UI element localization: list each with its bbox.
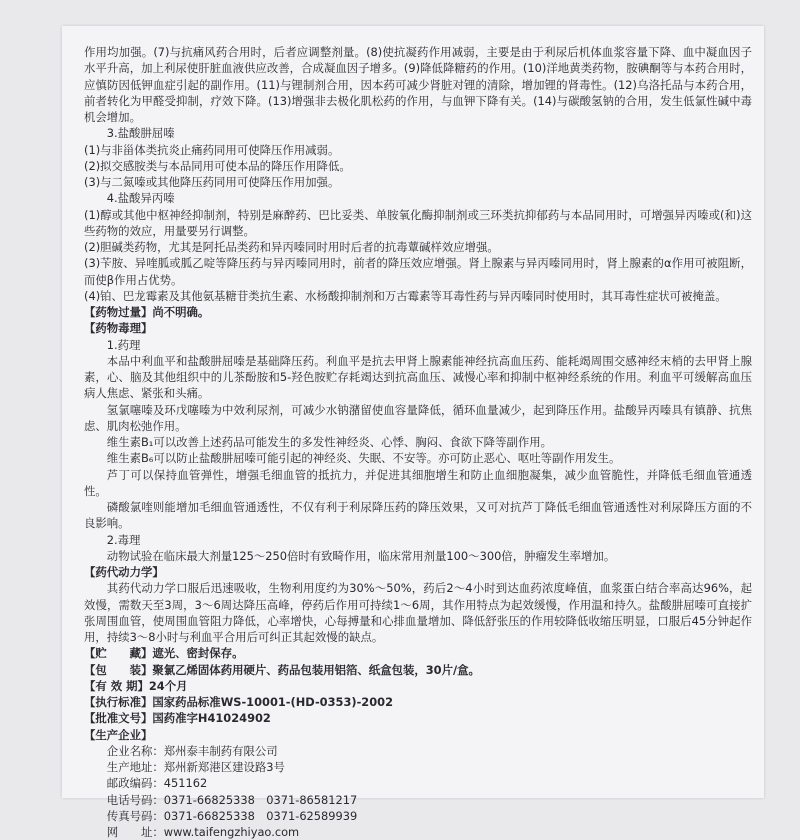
text-paragraph: 作用均加强。(7)与抗痛风药合用时，后者应调整剂量。(8)使抗凝药作用减弱，主要是由于利尿后机体血浆容量下降、血中凝血因子水平升高，加上利尿使肝脏血液供应改善，合成凝血因子增多。(9)降低降糖药的作用。(10)洋地黄类药物，胺碘酮等与本药合用时，应慎防因低钾血症引起的副作用。(11)与锂制剂合用，因本药可减少肾脏对锂的清除，增加锂的肾毒性。(12)乌洛托品与本药合用，前者转化为甲醛受抑制，疗效下降。(13)增强非去极化肌松药的作用，与血钾下降有关。(14)与碳酸氢钠的合用，发生低氯性碱中毒机会增加。 <box>84 45 752 124</box>
text-paragraph: (3)与二氮嗪或其他降压药同用可使降压作用加强。 <box>84 175 340 189</box>
text-paragraph: 磷酸氯喹则能增加毛细血管通透性，不仅有利于利尿降压药的降压效果，又可对抗芦丁降低毛细血管通透性对利尿降压方面的不良影响。 <box>84 500 752 531</box>
section-heading: 【有 效 期】24个月 <box>84 678 188 693</box>
text-paragraph: (2)拟交感胺类与本品同用可使本品的降压作用降低。 <box>84 158 351 173</box>
text-paragraph: 传真号码：0371-66825338 0371-62589939 <box>106 808 358 823</box>
section-heading: 【执行标准】国家药品标准WS-10001-(HD-0353)-2002 <box>84 695 394 709</box>
text-paragraph: 动物试验在临床最大剂量125～250倍时有致畸作用，临床常用剂量100～300倍，肿瘤发生率增加。 <box>106 548 616 563</box>
text-paragraph: 3.盐酸肼屈嗪 <box>106 126 175 141</box>
text-paragraph: (3)苄胺、异喹胍或胍乙啶等降压药与异丙嗪同用时，前者的降压效应增强。肾上腺素与异丙嗪同用时，肾上腺素的α作用可被阻断，而使β作用占优势。 <box>84 256 752 287</box>
section-heading: 【批准文号】国药准字H41024902 <box>84 711 271 726</box>
section-heading: 【药物过量】尚不明确。 <box>84 305 210 319</box>
text-paragraph: 芦丁可以保持血管弹性，增强毛细血管的抵抗力，并促进其细胞增生和防止血细胞凝集，减少血管脆性，并降低毛细血管通透性。 <box>84 467 752 498</box>
section-heading: 【包 装】聚氯乙烯固体药用硬片、药品包装用铝箔、纸盒包装，30片/盒。 <box>84 662 480 677</box>
text-paragraph: (4)铂、巴龙霉素及其他氨基糖苷类抗生素、水杨酸抑制剂和万古霉素等耳毒性药与异丙嗪同时使用时，其耳毒性症状可被掩盖。 <box>84 288 727 303</box>
text-paragraph: (2)胆碱类药物，尤其是阿托品类药和异丙嗪同时用时后者的抗毒蕈碱样效应增强。 <box>84 240 499 254</box>
text-paragraph: 4.盐酸异丙嗪 <box>106 191 175 206</box>
text-paragraph: 网 址：www.taifengzhiyao.com <box>106 825 300 839</box>
text-paragraph: 维生素B₁可以改善上述药品可能发生的多发性神经炎、心悸、胸闷、食欲下降等副作用。 <box>106 435 553 449</box>
section-heading: 【贮 藏】遮光、密封保存。 <box>84 646 244 661</box>
text-paragraph: 1.药理 <box>106 337 141 352</box>
text-paragraph: 维生素B₆可以防止盐酸肼屈嗪可能引起的神经炎、失眠、不安等。亦可防止恶心、呕吐等副作用发生。 <box>106 451 621 466</box>
text-paragraph: 生产地址：郑州新郑港区建设路3号 <box>106 760 285 774</box>
text-paragraph: 邮政编码：451162 <box>106 776 208 791</box>
text-paragraph: (1)醇或其他中枢神经抑制剂，特别是麻醉药、巴比妥类、单胺氧化酶抑制剂或三环类抗抑郁药与本品同用时，可增强异丙嗪或(和)这些药物的效应，用量要另行调整。 <box>84 207 752 238</box>
text-paragraph: 2.毒理 <box>106 532 141 547</box>
section-heading: 【生产企业】 <box>84 727 153 742</box>
text-paragraph: (1)与非甾体类抗炎止痛药同用可使降压作用减弱。 <box>84 142 340 157</box>
insert-text <box>84 44 752 840</box>
package-insert-sheet <box>62 26 764 839</box>
text-paragraph: 电话号码：0371-66825338 0371-86581217 <box>106 792 358 807</box>
section-heading: 【药物毒理】 <box>84 321 153 336</box>
text-paragraph: 氢氯噻嗪及环戊噻嗪为中效利尿剂，可减少水钠潴留使血容量降低，循环血量减少，起到降压作用。盐酸异丙嗪具有镇静、抗焦虑、肌肉松弛作用。 <box>84 402 752 433</box>
text-paragraph: 其药代动力学口服后迅速吸收，生物利用度约为30%～50%，药后2～4小时到达血药浓度峰值，血浆蛋白结合率高达96%，起效慢，需数天至3周，3～6周达降压高峰，停药后作用可持续1～6周，其作用特点为起效缓慢，作用温和持久。盐酸肼屈嗪可直接扩张周围血管，使周围血管阻力降低，心率增快，心每搏量和心排血量增加、降低舒张压的作用较降低收缩压明显，口服后45分钟起作用，持续3～8小时与利血平合用后可纠正其起效慢的缺点。 <box>84 581 752 644</box>
text-paragraph: 本品中利血平和盐酸肼屈嗪是基础降压药。利血平是抗去甲肾上腺素能神经抗高血压药、能耗竭周围交感神经末梢的去甲肾上腺素，心、脑及其他组织中的儿茶酚胺和5-羟色胺贮存耗竭达到抗高血压、减慢心率和抑制中枢神经系统的作用。利血平可缓解高血压病人焦虑、紧张和头痛。 <box>84 353 752 401</box>
text-paragraph: 企业名称：郑州泰丰制药有限公司 <box>106 743 278 758</box>
section-heading: 【药代动力学】 <box>84 565 164 579</box>
